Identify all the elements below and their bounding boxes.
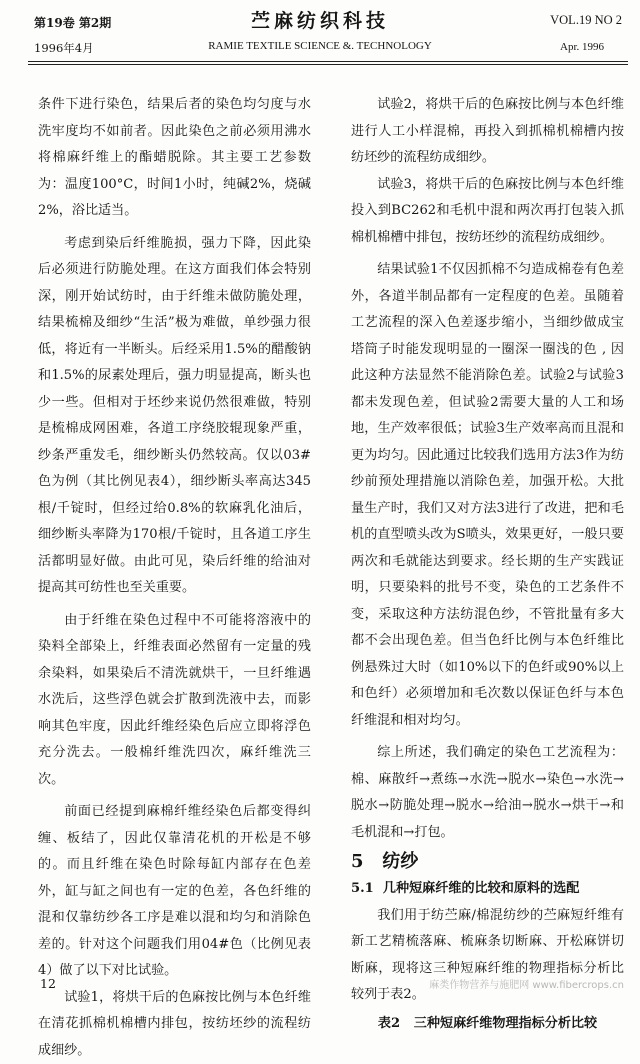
paragraph: 结果试验1不仅因抓棉不匀造成棉卷有色差外，各道半制品都有一定程度的色差。虽随着工艺流程的深入色差逐步缩小，当细纱做成宝塔筒子时能发现明显的一圈深一圈浅的色 , 因此这种方法显然不能消除色差。试验2与试验3都未发现色差，但试验2需要大量的人工和场地，生产效率很低；试验3生产效率高而且混和更为均匀。因此通过比较我们选用方法3作为纺纱前预处理措施以消除色差，加强开松。大批量生产时，我们又对方法3进行了改进，把和毛机的直型喷头改为S喷头，效果更好，一般只要两次和毛就能达到要求。经长期的生产实践证明，只要染料的批号不变，染色的工艺条件不变，采取这种方法纺混色纱，不管批量有多大都不会出现色差。但当色纤比例与本色纤维比例悬殊过大时（如10%以下的色纤或90%以上和色纤）必须增加和毛次数以保证色纤与本色纤维混和相对均匀。 <box>351 257 624 734</box>
date-en: Apr. 1996 <box>560 41 604 53</box>
paragraph: 考虑到染后纤维脆损，强力下降，因此染后必须进行防脆处理。在这方面我们体会特别深，刚开始试纺时，由于纤维未做防脆处理，结果梳棉及细纱“生活”极为难做，单纱强力很低，将近有一半断头。后经采用1.5%的醋酸钠和1.5%的尿素处理后，强力明显提高，断头也少一些。但相对于坯纱来说仍然很难做，特别是梳棉成网困难，各道工序绕胶辊现象严重，纱条严重发毛，细纱断头仍然较高。仅以03#色为例（其比例见表4），细纱断头率高达345根/千锭时，但经过给0.8%的软麻乳化油后，细纱断头率降为170根/千锭时，且各道工序生活都明显好做。由此可见，染后纤维的给油对提高其可纺性也至关重要。 <box>38 231 311 602</box>
right-column <box>351 92 624 1037</box>
journal-header <box>0 0 640 64</box>
volume-issue-cn: 第19卷 第2期 <box>34 14 111 31</box>
journal-title-en: RAMIE TEXTILE SCIENCE &. TECHNOLOGY <box>150 40 490 52</box>
paragraph: 我们用于纺苎麻/棉混纺纱的苎麻短纤维有新工艺精梳落麻、梳麻条切断麻、开松麻饼切断麻，现将这三种短麻纤维的物理指标分析比较列于表2。 <box>351 903 624 1009</box>
paragraph: 前面已经提到麻棉纤维经染色后都变得纠缠、板结了，因此仅靠清花机的开松是不够的。而且纤维在染色时除每缸内部存在色差外，缸与缸之间也有一定的色差，各色纤维的混和仅靠纺纱各工序是难以混和均匀和消除色差的。针对这个问题我们用04#色（比例见表4）做了以下对比试验。 <box>38 799 311 985</box>
header-rule <box>28 61 628 62</box>
page-number: 12 <box>40 976 56 991</box>
paragraph: 试验3，将烘干后的色麻按比例与本色纤维投入到BC262和毛机中混和两次再打包装入抓棉机棉槽中排包，按纺坯纱的流程纺成细纱。 <box>351 172 624 252</box>
paragraph: 试验1，将烘干后的色麻按比例与本色纤维在清花抓棉机棉槽内排包，按纺坯纱的流程纺成细纱。 <box>38 985 311 1064</box>
table-caption <box>351 1011 624 1038</box>
paragraph: 条件下进行染色，结果后者的染色均匀度与水洗牢度均不如前者。因此染色之前必须用沸水将棉麻纤维上的酯蜡脱除。其主要工艺参数为：温度100°C，时间1小时，纯碱2%，烧碱2%，浴比适当。 <box>38 92 311 225</box>
subsection-number: 5.1 <box>351 881 374 896</box>
table-title: 三种短麻纤维物理指标分析比较 <box>414 1016 597 1031</box>
paragraph: 综上所述，我们确定的染色工艺流程为：棉、麻散纤→煮练→水洗→脱水→染色→水洗→脱水→防脆处理→脱水→给油→脱水→烘干→和毛机混和→打包。 <box>351 740 624 846</box>
paragraph: 试验2，将烘干后的色麻按比例与本色纤维进行人工小样混棉，再投入到抓棉机棉槽内按纺坯纱的流程纺成细纱。 <box>351 92 624 172</box>
left-column <box>38 92 311 1064</box>
paragraph: 由于纤维在染色过程中不可能将溶液中的染料全部染上，纤维表面必然留有一定量的残余染料，如果染后不清洗就烘干，一旦纤维遇水洗后，这些浮色就会扩散到洗液中去，而影响其色牢度，因此纤维经染色后应立即将浮色充分洗去。一般棉纤维洗四次，麻纤维洗三次。 <box>38 608 311 794</box>
table-label: 表2 <box>378 1016 400 1031</box>
section-number: 5 <box>351 851 364 872</box>
watermark: 麻类作物营养与施肥网 www.fibercrops.cn <box>429 976 624 991</box>
header-rule-thin <box>28 64 628 65</box>
subsection-heading <box>351 876 624 903</box>
section-title: 纺纱 <box>382 851 418 872</box>
section-heading <box>351 850 624 874</box>
subsection-title: 几种短麻纤维的比较和原料的选配 <box>383 881 579 896</box>
date-cn: 1996年4月 <box>34 40 94 56</box>
journal-title-cn: 苎麻纺织科技 <box>150 6 490 33</box>
volume-issue-en: VOL.19 NO 2 <box>550 13 622 28</box>
